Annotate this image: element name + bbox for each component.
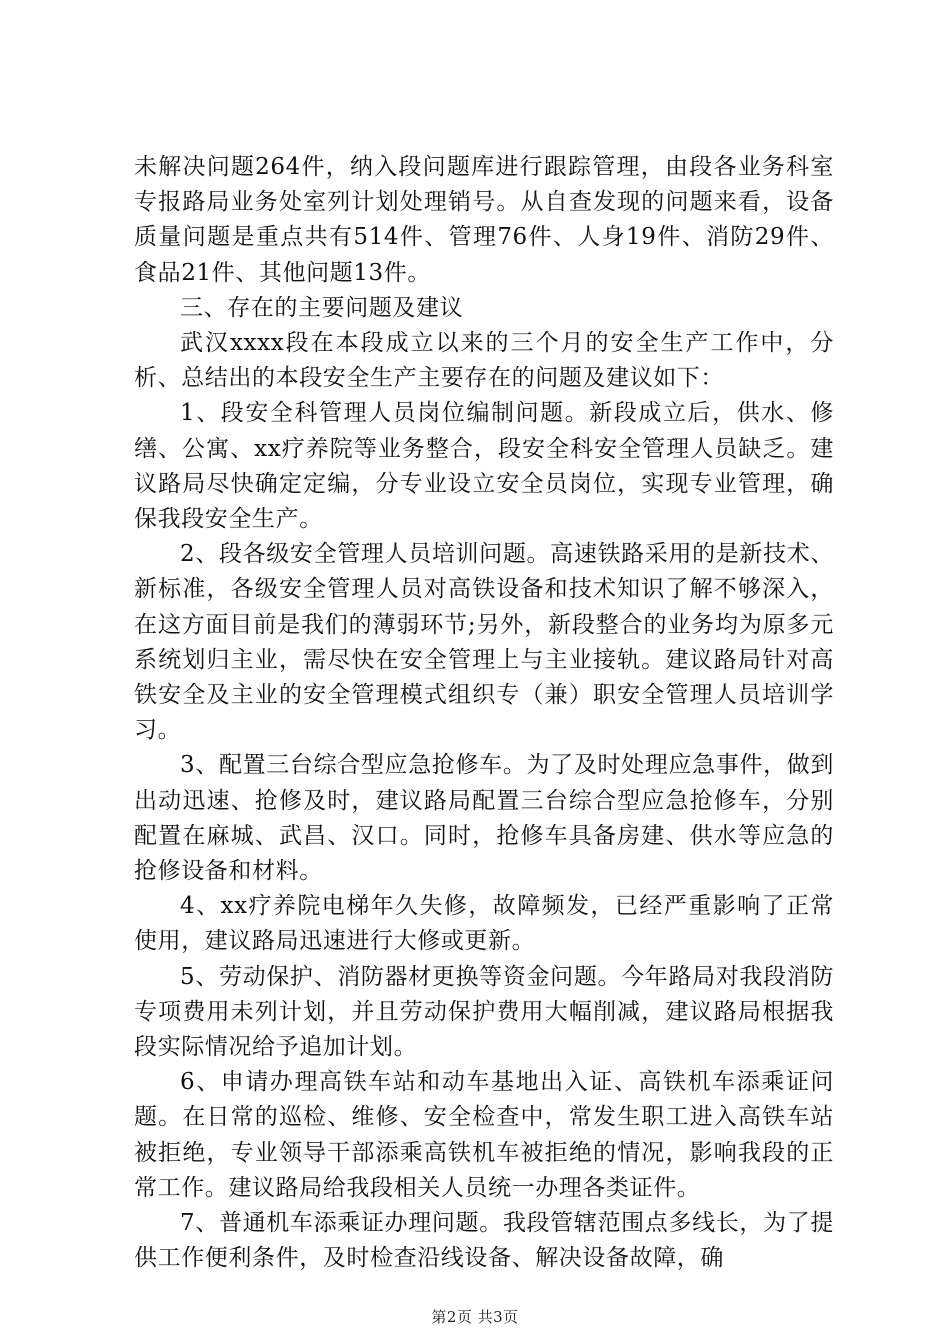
document-body <box>134 150 834 1277</box>
paragraph-item-7: 7、普通机车添乘证办理问题。我段管辖范围点多线长，为了提供工作便利条件，及时检查沿线设备、解决设备故障，确 <box>134 1210 834 1272</box>
paragraph-item-6: 6、申请办理高铁车站和动车基地出入证、高铁机车添乘证问题。在日常的巡检、维修、安全检查中，常发生职工进入高铁车站被拒绝，专业领导干部添乘高铁机车被拒绝的情况，影响我段的正常工作。建议路局给我段相关人员统一办理各类证件。 <box>134 1069 834 1201</box>
paragraph-item-3: 3、配置三台综合型应急抢修车。为了及时处理应急事件，做到出动迅速、抢修及时，建议路局配置三台综合型应急抢修车，分别配置在麻城、武昌、汉口。同时，抢修车具备房建、供水等应急的抢修设备和材料。 <box>134 752 834 885</box>
paragraph-item-5: 5、劳动保护、消防器材更换等资金问题。今年路局对我段消防专项费用未列计划，并且劳动保护费用大幅削减，建议路局根据我段实际情况给予追加计划。 <box>134 963 834 1061</box>
page-number-label: 第2页 共3页 <box>431 1308 519 1326</box>
paragraph-item-2: 2、段各级安全管理人员培训问题。高速铁路采用的是新技术、新标准，各级安全管理人员对高铁设备和技术知识了解不够深入，在这方面目前是我们的薄弱环节;另外，新段整合的业务均为原多元系统划归主业，需尽快在安全管理上与主业接轨。建议路局针对高铁安全及主业的安全管理模式组织专（兼）职安全管理人员培训学习。 <box>134 541 834 744</box>
paragraph-item-4: 4、xx疗养院电梯年久失修，故障频发，已经严重影响了正常使用，建议路局迅速进行大修或更新。 <box>134 893 834 955</box>
page-footer <box>0 1306 950 1327</box>
paragraph-continuation: 未解决问题264件，纳入段问题库进行跟踪管理，由段各业务科室专报路局业务处室列计划处理销号。从自查发现的问题来看，设备质量问题是重点共有514件、管理76件、人身19件、消防29件、食品21件、其他问题13件。 <box>134 154 834 286</box>
paragraph-intro: 武汉xxxx段在本段成立以来的三个月的安全生产工作中，分析、总结出的本段安全生产主要存在的问题及建议如下： <box>134 330 834 392</box>
section-heading: 三、存在的主要问题及建议 <box>180 294 464 321</box>
paragraph-item-1: 1、段安全科管理人员岗位编制问题。新段成立后，供水、修缮、公寓、xx疗养院等业务整合，段安全科安全管理人员缺乏。建议路局尽快确定定编，分专业设立安全员岗位，实现专业管理，确保我段安全生产。 <box>134 400 834 533</box>
